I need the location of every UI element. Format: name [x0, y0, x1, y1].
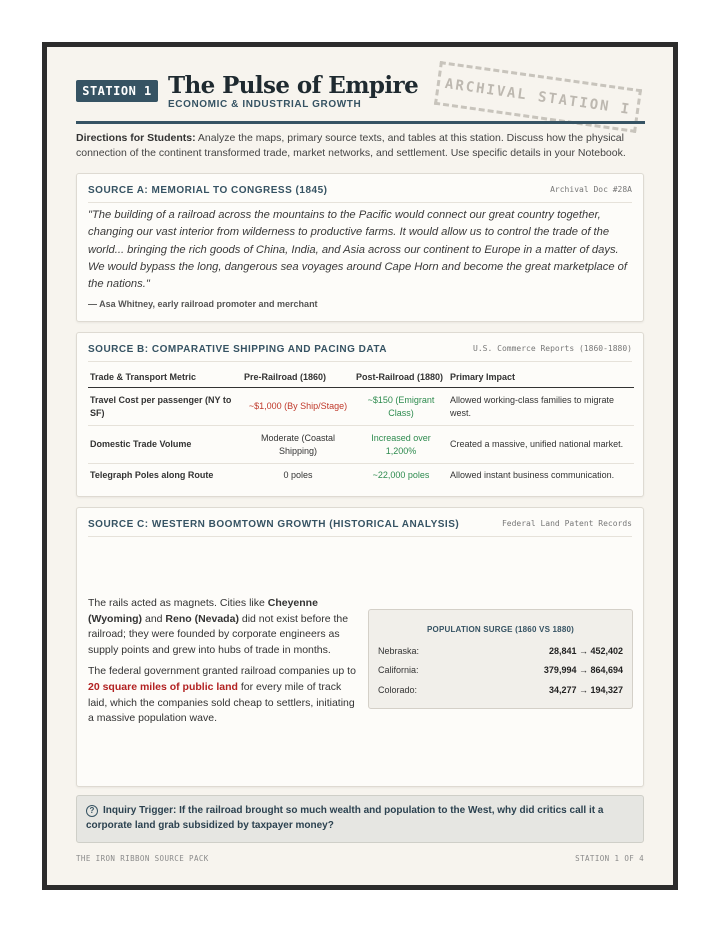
footer-right: STATION 1 OF 4 [575, 854, 644, 863]
table-row [88, 464, 634, 488]
text-span: and [142, 612, 166, 625]
archival-stamp: ARCHIVAL STATION I [434, 61, 642, 133]
population-row [378, 685, 623, 699]
pre-railroad-cell: ~$1,000 (By Ship/Stage) [242, 388, 354, 426]
page-subtitle: ECONOMIC & INDUSTRIAL GROWTH [168, 99, 362, 110]
page-title: The Pulse of Empire [168, 72, 419, 99]
pre-railroad-cell: Moderate (Coastal Shipping) [242, 426, 354, 464]
impact-cell: Allowed instant business communication. [450, 470, 615, 481]
table-row [88, 388, 634, 426]
population-surge-box [368, 609, 633, 709]
text-span: The rails acted as magnets. Cities like [88, 597, 268, 609]
state-label: Nebraska: [378, 646, 420, 656]
city-reno: Reno (Nevada) [165, 612, 239, 625]
source-b-ref: U.S. Commerce Reports (1860-1880) [473, 344, 632, 353]
post-railroad-cell: Increased over 1,200% [354, 426, 448, 464]
question-icon: ? [86, 805, 98, 817]
population-values: 34,277 → 194,327 [548, 685, 623, 695]
inquiry-trigger [76, 795, 644, 843]
text-span: The federal government granted railroad companies up to [88, 665, 356, 678]
source-a-header [88, 174, 632, 203]
shipping-table [88, 367, 634, 488]
state-label: California: [378, 665, 419, 675]
source-c-card [76, 507, 644, 787]
population-values: 379,994 → 864,694 [543, 665, 623, 675]
text-span: for every mile of track laid, which the companies sold cheap to settlers, initiating a massive population wave. [88, 680, 355, 725]
boomtown-analysis [88, 596, 356, 733]
boomtown-paragraph-1 [88, 596, 356, 658]
source-b-title: SOURCE B: COMPARATIVE SHIPPING AND PACING DATA [88, 344, 387, 355]
population-row [378, 646, 623, 660]
footer-left: THE IRON RIBBON SOURCE PACK [76, 854, 209, 863]
population-values: 28,841 → 452,402 [548, 646, 623, 656]
inquiry-text: Inquiry Trigger: If the railroad brought so much wealth and population to the West, why did critics call it a corporate land grab subsidized by taxpayer money? [86, 805, 604, 831]
column-header: Pre-Railroad (1860) [242, 367, 354, 388]
station-badge: STATION 1 [76, 80, 158, 102]
column-header: Trade & Transport Metric [88, 367, 242, 388]
worksheet-page [42, 42, 678, 890]
pre-railroad-cell: 0 poles [283, 470, 313, 481]
city-cheyenne: Cheyenne (Wyoming) [88, 597, 318, 625]
population-title: POPULATION SURGE (1860 VS 1880) [427, 625, 574, 634]
source-c-title: SOURCE C: WESTERN BOOMTOWN GROWTH (HISTORICAL ANALYSIS) [88, 519, 460, 530]
column-header: Post-Railroad (1880) [354, 367, 448, 388]
boomtown-paragraph-2 [88, 664, 356, 726]
impact-cell: Allowed working-class families to migrate west. [448, 388, 634, 426]
text-span: did not exist before the railroad; they were founded by corporate engineers as supply points and grew into hubs of trade in months. [88, 612, 349, 656]
population-row [378, 665, 623, 679]
directions-text: Analyze the maps, primary source texts, and tables at this station. Discuss how the physical connection of the continent transformed trade, market networks, and settlement. Use specific details in your Notebook. [76, 132, 626, 159]
post-railroad-cell: ~$150 (Emigrant Class) [354, 388, 448, 426]
table-header-row [88, 367, 634, 388]
table-row [88, 426, 634, 464]
impact-cell: Created a massive, unified national market. [448, 426, 634, 464]
directions [76, 131, 645, 161]
source-a-attribution: — Asa Whitney, early railroad promoter and merchant [88, 299, 318, 309]
header-divider [76, 121, 645, 124]
source-c-ref: Federal Land Patent Records [501, 519, 632, 528]
source-b-header [88, 333, 632, 362]
metric-cell: Travel Cost per passenger (NY to SF) [88, 388, 242, 426]
metric-cell: Domestic Trade Volume [88, 426, 242, 464]
directions-label: Directions for Students: [76, 132, 196, 144]
post-railroad-cell: ~22,000 poles [372, 470, 430, 481]
metric-cell: Telegraph Poles along Route [90, 470, 214, 481]
source-a-quote: "The building of a railroad across the mountains to the Pacific would connect our great country together, changing our vast interior from wilderness to productive farms. It would allow us to control the trade of the world... bringing the rich goods of China, India, and Asia across our continent to Europe in a matter of days. We would bypass the long, dangerous sea voyages around Cape Horn and become the great marketplace of the nations." [88, 209, 627, 291]
column-header: Primary Impact [448, 367, 634, 388]
source-a-card [76, 173, 644, 322]
source-a-title: SOURCE A: MEMORIAL TO CONGRESS (1845) [88, 185, 328, 196]
source-c-header [88, 508, 632, 537]
land-grant-highlight: 20 square miles of public land [88, 680, 238, 693]
source-a-ref: Archival Doc #28A [550, 185, 632, 194]
source-b-card [76, 332, 644, 497]
state-label: Colorado: [378, 685, 418, 695]
